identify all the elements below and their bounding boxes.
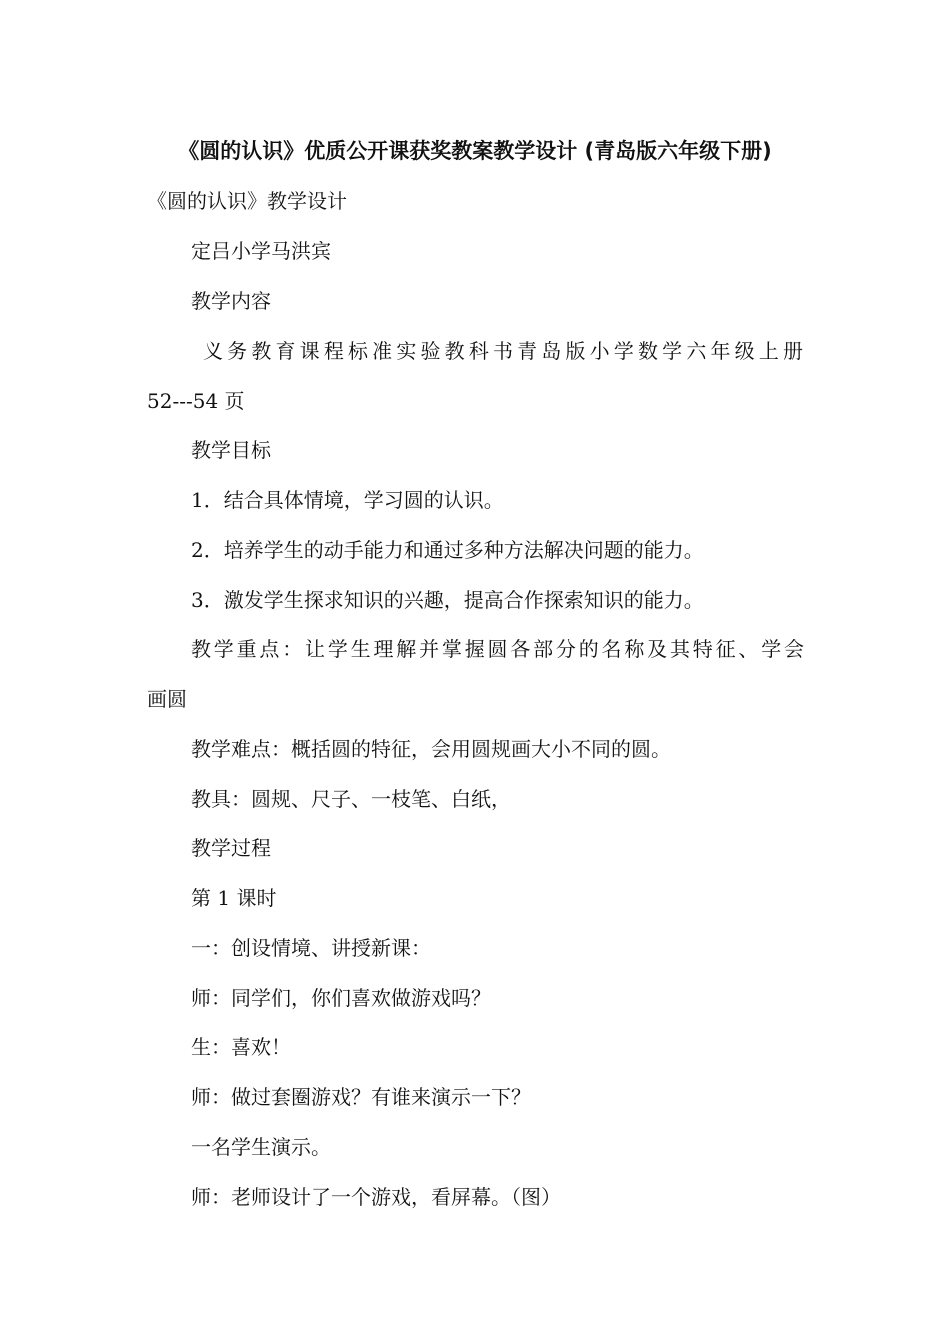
- design-heading: 《圆的认识》教学设计: [147, 189, 347, 213]
- author-line: 定吕小学马洪宾: [191, 239, 331, 263]
- goal-item-2: 2．培养学生的动手能力和通过多种方法解决问题的能力。: [191, 538, 704, 562]
- dialogue-line: 师：同学们，你们喜欢做游戏吗？: [191, 986, 491, 1010]
- dialogue-line: 师：做过套圈游戏？有谁来演示一下？: [191, 1085, 531, 1109]
- goal-item-1: 1．结合具体情境，学习圆的认识。: [191, 488, 504, 512]
- dialogue-line: 师：老师设计了一个游戏，看屏幕。（图）: [191, 1185, 561, 1209]
- narration-line: 一名学生演示。: [191, 1135, 331, 1159]
- section-heading-content: 教学内容: [191, 289, 271, 313]
- dialogue-line: 生：喜欢！: [191, 1035, 291, 1059]
- content-text-line: 义务教育课程标准实验教科书青岛版小学数学六年级上册: [203, 339, 803, 363]
- section-heading-goals: 教学目标: [191, 438, 271, 462]
- teaching-aids-line: 教具：圆规、尺子、一枝笔、白纸，: [191, 787, 511, 811]
- lesson-number: 第 1 课时: [191, 886, 277, 910]
- difficulty-line: 教学难点：概括圆的特征，会用圆规画大小不同的圆。: [191, 737, 671, 761]
- content-text-pages: 52---54 页: [147, 389, 245, 413]
- key-point-line: 教学重点：让学生理解并掌握圆各部分的名称及其特征、学会: [191, 637, 804, 661]
- section-heading-process: 教学过程: [191, 836, 271, 860]
- step-heading: 一：创设情境、讲授新课：: [191, 936, 431, 960]
- goal-item-3: 3．激发学生探求知识的兴趣，提高合作探索知识的能力。: [191, 588, 704, 612]
- document-title: 《圆的认识》优质公开课获奖教案教学设计 (青岛版六年级下册): [178, 139, 772, 163]
- key-point-continued: 画圆: [147, 687, 187, 711]
